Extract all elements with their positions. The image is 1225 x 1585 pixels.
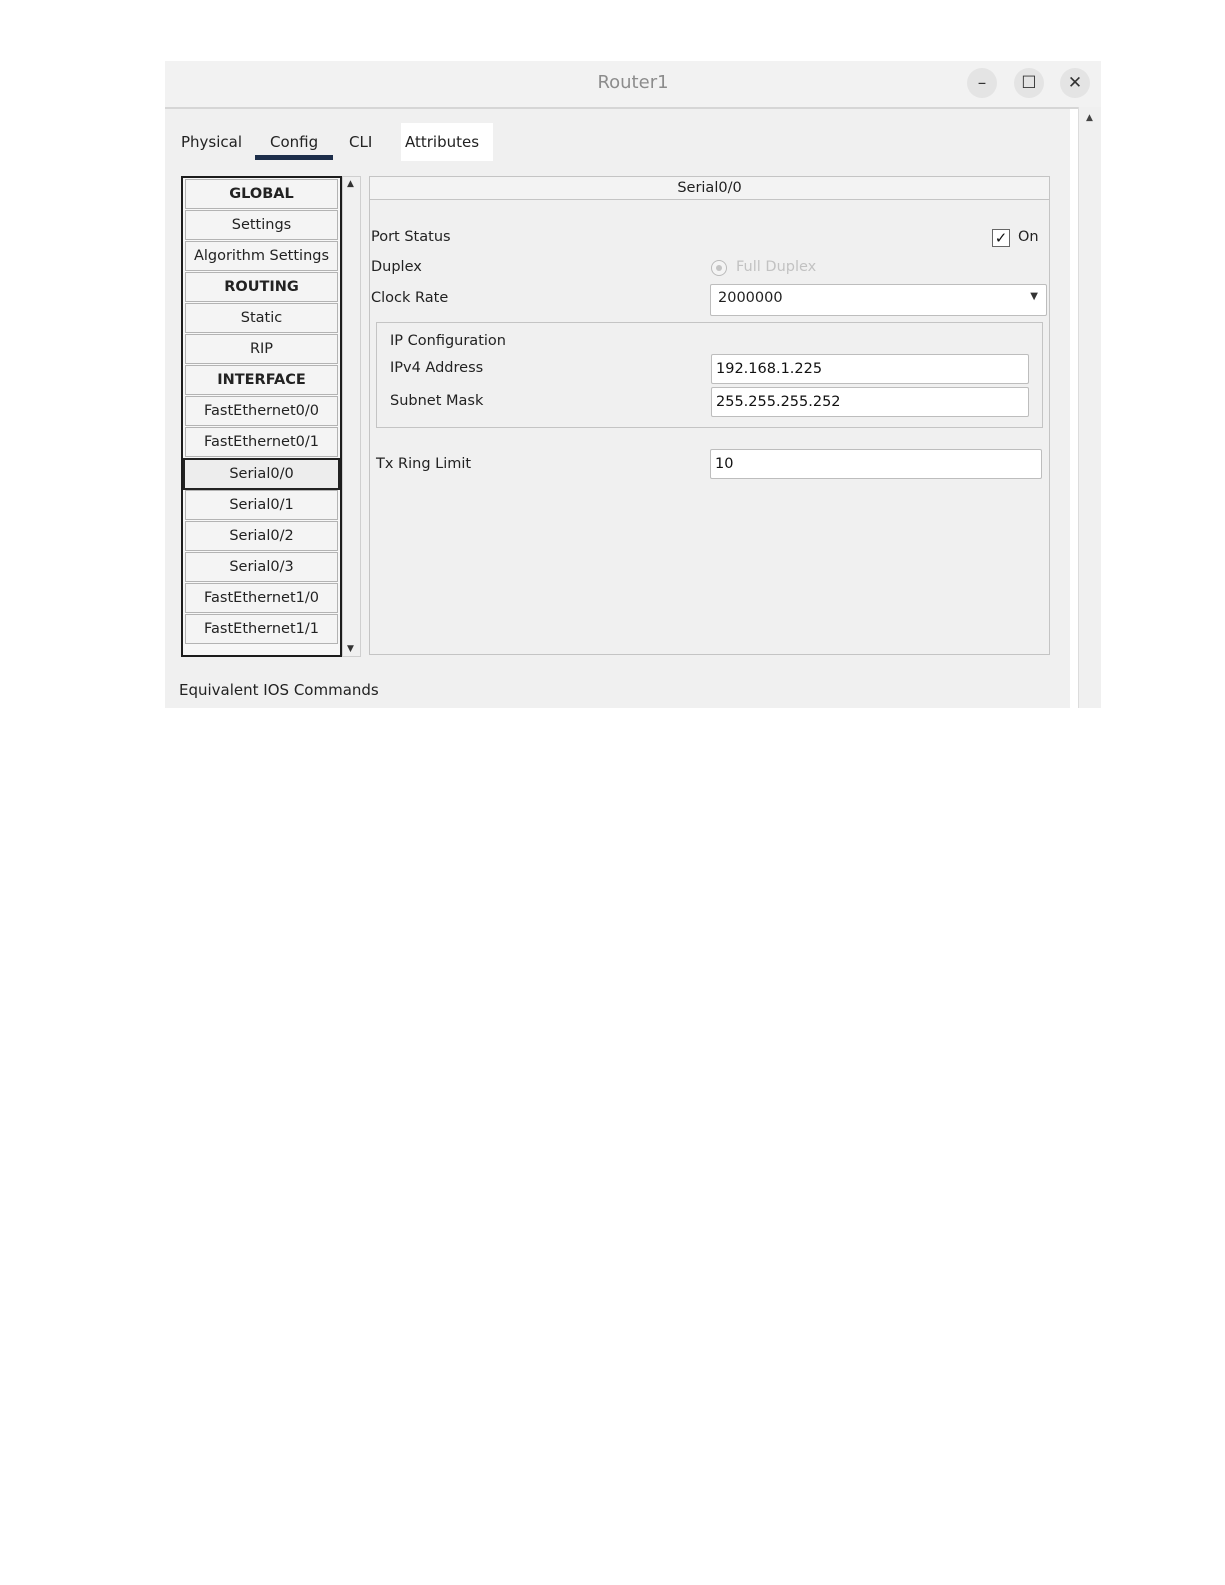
port-status-label: Port Status (371, 229, 451, 245)
close-icon: ✕ (1067, 73, 1083, 93)
minimize-button[interactable] (967, 68, 997, 98)
title-bar (165, 61, 1101, 109)
nav-item-serial0-0[interactable]: Serial0/0 (183, 458, 340, 490)
tab-config[interactable]: Config (270, 133, 319, 151)
duplex-label: Duplex (371, 259, 422, 275)
router-config-window (165, 61, 1101, 708)
nav-item-fastethernet1-0[interactable]: FastEthernet1/0 (185, 583, 338, 613)
nav-item-algorithm-settings[interactable]: Algorithm Settings (185, 241, 338, 271)
tab-physical[interactable]: Physical (181, 133, 243, 151)
config-nav-list (181, 176, 342, 657)
clock-rate-label: Clock Rate (371, 290, 449, 306)
subnet-mask-input[interactable] (711, 387, 1029, 417)
nav-item-fastethernet0-1[interactable]: FastEthernet0/1 (185, 427, 338, 457)
close-button[interactable] (1060, 68, 1090, 98)
ipv4-address-input[interactable] (711, 354, 1029, 384)
panel-title: Serial0/0 (370, 177, 1049, 200)
nav-item-settings[interactable]: Settings (185, 210, 338, 240)
interface-panel (369, 176, 1050, 655)
scroll-up-arrow-icon[interactable]: ▲ (347, 179, 354, 189)
equivalent-ios-commands-label: Equivalent IOS Commands (179, 681, 379, 699)
maximize-icon: ☐ (1021, 73, 1037, 93)
tab-attributes[interactable]: Attributes (405, 133, 480, 151)
nav-scrollbar[interactable] (342, 176, 361, 657)
port-status-on-label: On (1018, 229, 1039, 245)
full-duplex-label: Full Duplex (736, 259, 817, 275)
tab-cli[interactable]: CLI (349, 133, 373, 151)
ip-configuration-group (376, 322, 1043, 428)
tx-ring-limit-label: Tx Ring Limit (376, 456, 472, 472)
scroll-up-arrow-icon[interactable]: ▲ (1086, 113, 1093, 123)
window-scrollbar[interactable] (1078, 107, 1101, 708)
clock-rate-value: 2000000 (718, 290, 783, 306)
nav-item-rip[interactable]: RIP (185, 334, 338, 364)
nav-header-interface: INTERFACE (185, 365, 338, 395)
clock-rate-select[interactable] (710, 284, 1047, 316)
ipv4-address-label: IPv4 Address (390, 360, 484, 376)
maximize-button[interactable] (1014, 68, 1044, 98)
config-content (165, 161, 1070, 708)
port-status-checkbox[interactable] (992, 229, 1010, 247)
subnet-mask-label: Subnet Mask (390, 393, 484, 409)
nav-item-static[interactable]: Static (185, 303, 338, 333)
minimize-icon: – (977, 73, 987, 93)
ip-configuration-title: IP Configuration (390, 333, 506, 349)
nav-header-global: GLOBAL (185, 179, 338, 209)
full-duplex-radio[interactable] (711, 260, 727, 276)
nav-header-routing: ROUTING (185, 272, 338, 302)
checkmark-icon: ✓ (994, 229, 1008, 247)
window-title: Router1 (597, 72, 669, 93)
scroll-down-arrow-icon[interactable]: ▼ (347, 644, 354, 654)
tx-ring-limit-input[interactable] (710, 449, 1042, 479)
nav-item-fastethernet1-1[interactable]: FastEthernet1/1 (185, 614, 338, 644)
nav-item-serial0-1[interactable]: Serial0/1 (185, 490, 338, 520)
chevron-down-icon: ▼ (1030, 291, 1038, 302)
nav-item-serial0-3[interactable]: Serial0/3 (185, 552, 338, 582)
nav-item-fastethernet0-0[interactable]: FastEthernet0/0 (185, 396, 338, 426)
tab-config-underline (255, 155, 333, 160)
nav-item-serial0-2[interactable]: Serial0/2 (185, 521, 338, 551)
